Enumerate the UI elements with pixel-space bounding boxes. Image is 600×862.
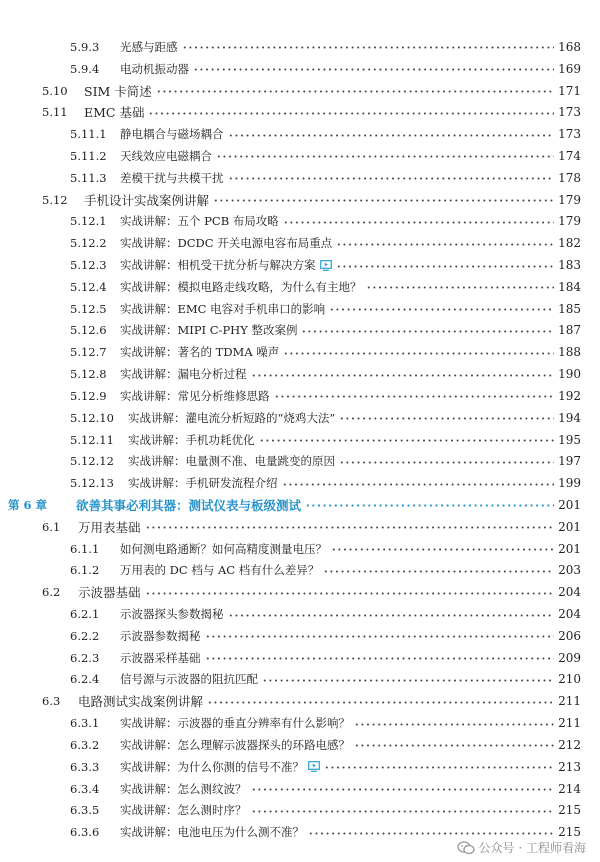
toc-entry-title: 实战讲解：EMC 电容对手机串口的影响 <box>120 301 326 316</box>
toc-entry-title: 差模干扰与共模干扰 <box>120 170 224 185</box>
toc-section-entry[interactable] <box>0 690 600 712</box>
dot-leader <box>305 504 554 507</box>
toc-entry-title: SIM 卡简述 <box>84 83 152 99</box>
toc-page-number: 195 <box>558 432 581 447</box>
dot-leader <box>336 243 554 246</box>
toc-subsection-entry[interactable] <box>0 36 600 58</box>
toc-subsection-entry[interactable] <box>0 712 600 734</box>
toc-entry-number: 6.3 <box>42 694 61 709</box>
toc-entry-number: 6.2 <box>42 585 61 600</box>
toc-page-number: 173 <box>558 105 581 120</box>
toc-subsection-entry[interactable] <box>0 232 600 254</box>
toc-page-number: 199 <box>558 476 581 491</box>
dot-leader <box>283 221 554 224</box>
toc-subsection-entry[interactable] <box>0 167 600 189</box>
toc-entry-title: 实战讲解：灌电流分析短路的“烧鸡大法” <box>128 410 336 425</box>
toc-page-number: 194 <box>558 410 581 425</box>
toc-entry-title: 实战讲解：MIPI C-PHY 整改案例 <box>120 323 298 338</box>
toc-subsection-entry[interactable] <box>0 254 600 276</box>
toc-entry-title: 示波器参数揭秘 <box>120 628 201 643</box>
dot-leader <box>182 46 555 49</box>
toc-chapter-entry[interactable] <box>0 494 600 516</box>
toc-page-number: 188 <box>558 345 581 360</box>
toc-entry-number: 5.12.9 <box>70 388 107 403</box>
toc-entry-title: EMC 基础 <box>84 105 145 121</box>
dot-leader <box>251 788 555 791</box>
toc-entry-title: 实战讲解：示波器的垂直分辨率有什么影响？ <box>120 716 350 731</box>
dot-leader <box>274 395 555 398</box>
toc-subsection-entry[interactable] <box>0 276 600 298</box>
toc-entry-number: 5.12.8 <box>70 367 107 382</box>
table-of-contents <box>0 36 600 843</box>
toc-entry-number: 5.12.4 <box>70 279 107 294</box>
toc-entry-title: 天线效应电磁耦合 <box>120 148 212 163</box>
toc-subsection-entry[interactable] <box>0 385 600 407</box>
toc-subsection-entry[interactable] <box>0 756 600 778</box>
toc-page-number: 204 <box>558 607 581 622</box>
toc-section-entry[interactable] <box>0 581 600 603</box>
dot-leader <box>228 614 555 617</box>
toc-page-number: 178 <box>558 170 581 185</box>
toc-entry-number: 5.12.12 <box>70 454 114 469</box>
toc-entry-title: 实战讲解：著名的 TDMA 噪声 <box>120 345 280 360</box>
toc-entry-number: 6.3.4 <box>70 781 100 796</box>
dot-leader <box>339 461 554 464</box>
toc-entry-title: 手机设计实战案例讲解 <box>84 192 210 208</box>
toc-entry-number: 5.11.1 <box>70 127 107 142</box>
dot-leader <box>301 330 554 333</box>
watermark-text: 公众号 · 工程师看海 <box>478 841 586 855</box>
dot-leader <box>354 744 554 747</box>
dot-leader <box>205 635 555 638</box>
dot-leader <box>308 832 554 835</box>
toc-subsection-entry[interactable] <box>0 799 600 821</box>
dot-leader <box>205 657 555 660</box>
dot-leader <box>329 308 554 311</box>
dot-leader <box>216 155 554 158</box>
toc-entry-title: 实战讲解：五个 PCB 布局攻略 <box>120 214 279 229</box>
dot-leader <box>145 526 555 529</box>
toc-entry-number: 6.2.1 <box>70 607 100 622</box>
dot-leader <box>324 766 554 769</box>
dot-leader <box>262 679 554 682</box>
toc-page-number: 211 <box>558 716 581 731</box>
toc-entry-number: 6.2.4 <box>70 672 100 687</box>
dot-leader <box>228 177 555 180</box>
toc-page-number: 174 <box>558 148 581 163</box>
toc-entry-title: 实战讲解：手机功耗优化 <box>128 432 255 447</box>
toc-entry-title: 电路测试实战案例讲解 <box>78 694 204 710</box>
toc-entry-number: 5.12.7 <box>70 345 107 360</box>
toc-page-number: 215 <box>558 825 581 840</box>
toc-page-number: 197 <box>558 454 581 469</box>
dot-leader <box>213 199 554 202</box>
toc-page-number: 213 <box>558 759 581 774</box>
toc-section-entry[interactable] <box>0 516 600 538</box>
dot-leader <box>283 352 554 355</box>
toc-entry-number: 5.11.3 <box>70 170 107 185</box>
toc-entry-title: 示波器探头参数揭秘 <box>120 607 224 622</box>
toc-subsection-entry[interactable] <box>0 407 600 429</box>
toc-entry-title: 如何测电路通断？如何高精度测量电压？ <box>120 541 327 556</box>
toc-entry-title: 静电耦合与磁场耦合 <box>120 127 224 142</box>
toc-entry-title: 实战讲解：相机受干扰分析与解决方案 <box>120 258 316 273</box>
toc-entry-number: 5.12.11 <box>70 432 114 447</box>
toc-page-number: 203 <box>558 563 581 578</box>
wechat-icon <box>457 841 475 855</box>
toc-page-number: 210 <box>558 672 581 687</box>
toc-subsection-entry[interactable] <box>0 320 600 342</box>
toc-entry-number: 5.12.1 <box>70 214 107 229</box>
toc-entry-number: 6.3.3 <box>70 759 100 774</box>
dot-leader <box>251 810 555 813</box>
toc-subsection-entry[interactable] <box>0 145 600 167</box>
video-icon[interactable] <box>320 260 332 271</box>
dot-leader <box>193 68 554 71</box>
toc-page-number: 179 <box>558 192 581 207</box>
toc-entry-title: 实战讲解：电池电压为什么测不准？ <box>120 825 304 840</box>
toc-section-entry[interactable] <box>0 80 600 102</box>
toc-page-number: 201 <box>558 541 581 556</box>
toc-page-number: 169 <box>558 61 581 76</box>
toc-entry-title: 实战讲解：怎么理解示波器探头的环路电感？ <box>120 737 350 752</box>
toc-subsection-entry[interactable] <box>0 734 600 756</box>
toc-page-number: 209 <box>558 650 581 665</box>
toc-page-number: 212 <box>558 737 581 752</box>
dot-leader <box>331 548 554 551</box>
toc-entry-title: 示波器采样基础 <box>120 650 201 665</box>
toc-page-number: 190 <box>558 367 581 382</box>
toc-subsection-entry[interactable] <box>0 538 600 560</box>
video-icon[interactable] <box>308 761 320 772</box>
toc-subsection-entry[interactable] <box>0 123 600 145</box>
toc-subsection-entry[interactable] <box>0 625 600 647</box>
toc-page-number: 201 <box>558 519 581 534</box>
toc-entry-number: 6.3.5 <box>70 803 100 818</box>
toc-subsection-entry[interactable] <box>0 363 600 385</box>
toc-entry-number: 5.12 <box>42 192 68 207</box>
dot-leader <box>366 286 555 289</box>
toc-entry-number: 5.10 <box>42 83 68 98</box>
dot-leader <box>156 90 554 93</box>
toc-entry-number: 第 6 章 <box>8 497 48 512</box>
toc-page-number: 215 <box>558 803 581 818</box>
toc-page-number: 173 <box>558 127 581 142</box>
toc-entry-number: 6.1.1 <box>70 541 100 556</box>
toc-entry-number: 5.12.3 <box>70 258 107 273</box>
dot-leader <box>339 417 554 420</box>
toc-entry-title: 万用表的 DC 档与 AC 档有什么差异？ <box>120 563 320 578</box>
toc-page-number: 182 <box>558 236 581 251</box>
toc-entry-title: 实战讲解：模拟电路走线攻略，为什么有主地？ <box>120 279 362 294</box>
toc-entry-title: 信号源与示波器的阻抗匹配 <box>120 672 258 687</box>
toc-page-number: 211 <box>558 694 581 709</box>
toc-entry-number: 5.12.6 <box>70 323 107 338</box>
toc-entry-title: 光感与距感 <box>120 39 178 54</box>
toc-entry-title: 实战讲解：手机研发流程介绍 <box>128 476 278 491</box>
toc-subsection-entry[interactable] <box>0 450 600 472</box>
toc-page-number: 187 <box>558 323 581 338</box>
toc-subsection-entry[interactable] <box>0 778 600 800</box>
toc-entry-number: 5.9.4 <box>70 61 100 76</box>
toc-entry-title: 实战讲解：电量测不准、电量跳变的原因 <box>128 454 335 469</box>
toc-entry-number: 6.3.1 <box>70 716 100 731</box>
dot-leader <box>228 134 555 137</box>
toc-entry-number: 6.1.2 <box>70 563 100 578</box>
dot-leader <box>282 483 555 486</box>
toc-subsection-entry[interactable] <box>0 429 600 451</box>
toc-entry-title: 万用表基础 <box>78 519 141 535</box>
toc-subsection-entry[interactable] <box>0 603 600 625</box>
toc-subsection-entry[interactable] <box>0 560 600 582</box>
dot-leader <box>354 723 554 726</box>
toc-entry-title: 示波器基础 <box>78 585 141 601</box>
toc-entry-number: 6.3.2 <box>70 737 100 752</box>
dot-leader <box>145 592 555 595</box>
toc-subsection-entry[interactable] <box>0 341 600 363</box>
toc-entry-title: 实战讲解：怎么测纹波？ <box>120 781 247 796</box>
toc-page-number: 206 <box>558 628 581 643</box>
toc-subsection-entry[interactable] <box>0 669 600 691</box>
toc-entry-number: 5.12.5 <box>70 301 107 316</box>
toc-entry-number: 5.12.10 <box>70 410 114 425</box>
toc-entry-number: 5.11 <box>42 105 68 120</box>
toc-entry-number: 5.12.13 <box>70 476 114 491</box>
dot-leader <box>259 439 555 442</box>
toc-page-number: 184 <box>558 279 581 294</box>
toc-subsection-entry[interactable] <box>0 298 600 320</box>
toc-entry-number: 5.12.2 <box>70 236 107 251</box>
dot-leader <box>251 374 555 377</box>
toc-entry-number: 5.9.3 <box>70 39 100 54</box>
toc-section-entry[interactable] <box>0 189 600 211</box>
toc-section-entry[interactable] <box>0 101 600 123</box>
toc-page-number: 201 <box>558 497 581 512</box>
toc-entry-number: 6.1 <box>42 519 61 534</box>
toc-page-number: 179 <box>558 214 581 229</box>
toc-page-number: 204 <box>558 585 581 600</box>
toc-page-number: 192 <box>558 388 581 403</box>
toc-page-number: 185 <box>558 301 581 316</box>
dot-leader <box>207 701 554 704</box>
dot-leader <box>323 570 554 573</box>
toc-entry-title: 实战讲解：常见分析维修思路 <box>120 388 270 403</box>
toc-entry-title: 实战讲解：为什么你测的信号不准？ <box>120 759 304 774</box>
toc-page-number: 168 <box>558 39 581 54</box>
dot-leader <box>148 112 554 115</box>
toc-page-number: 183 <box>558 258 581 273</box>
dot-leader <box>336 265 555 268</box>
toc-entry-number: 5.11.2 <box>70 148 107 163</box>
toc-subsection-entry[interactable] <box>0 472 600 494</box>
toc-entry-number: 6.2.3 <box>70 650 100 665</box>
toc-entry-title: 欲善其事必利其器：测试仪表与板级测试 <box>76 497 302 513</box>
toc-entry-title: 实战讲解：漏电分析过程 <box>120 367 247 382</box>
toc-page-number: 214 <box>558 781 581 796</box>
toc-entry-title: 实战讲解：DCDC 开关电源电容布局重点 <box>120 236 333 251</box>
watermark <box>457 839 586 856</box>
toc-entry-title: 实战讲解：怎么测时序？ <box>120 803 247 818</box>
toc-subsection-entry[interactable] <box>0 58 600 80</box>
toc-entry-number: 6.3.6 <box>70 825 100 840</box>
toc-subsection-entry[interactable] <box>0 647 600 669</box>
toc-entry-number: 6.2.2 <box>70 628 100 643</box>
toc-entry-title: 电动机振动器 <box>120 61 189 76</box>
toc-page-number: 171 <box>558 83 581 98</box>
toc-subsection-entry[interactable] <box>0 211 600 233</box>
